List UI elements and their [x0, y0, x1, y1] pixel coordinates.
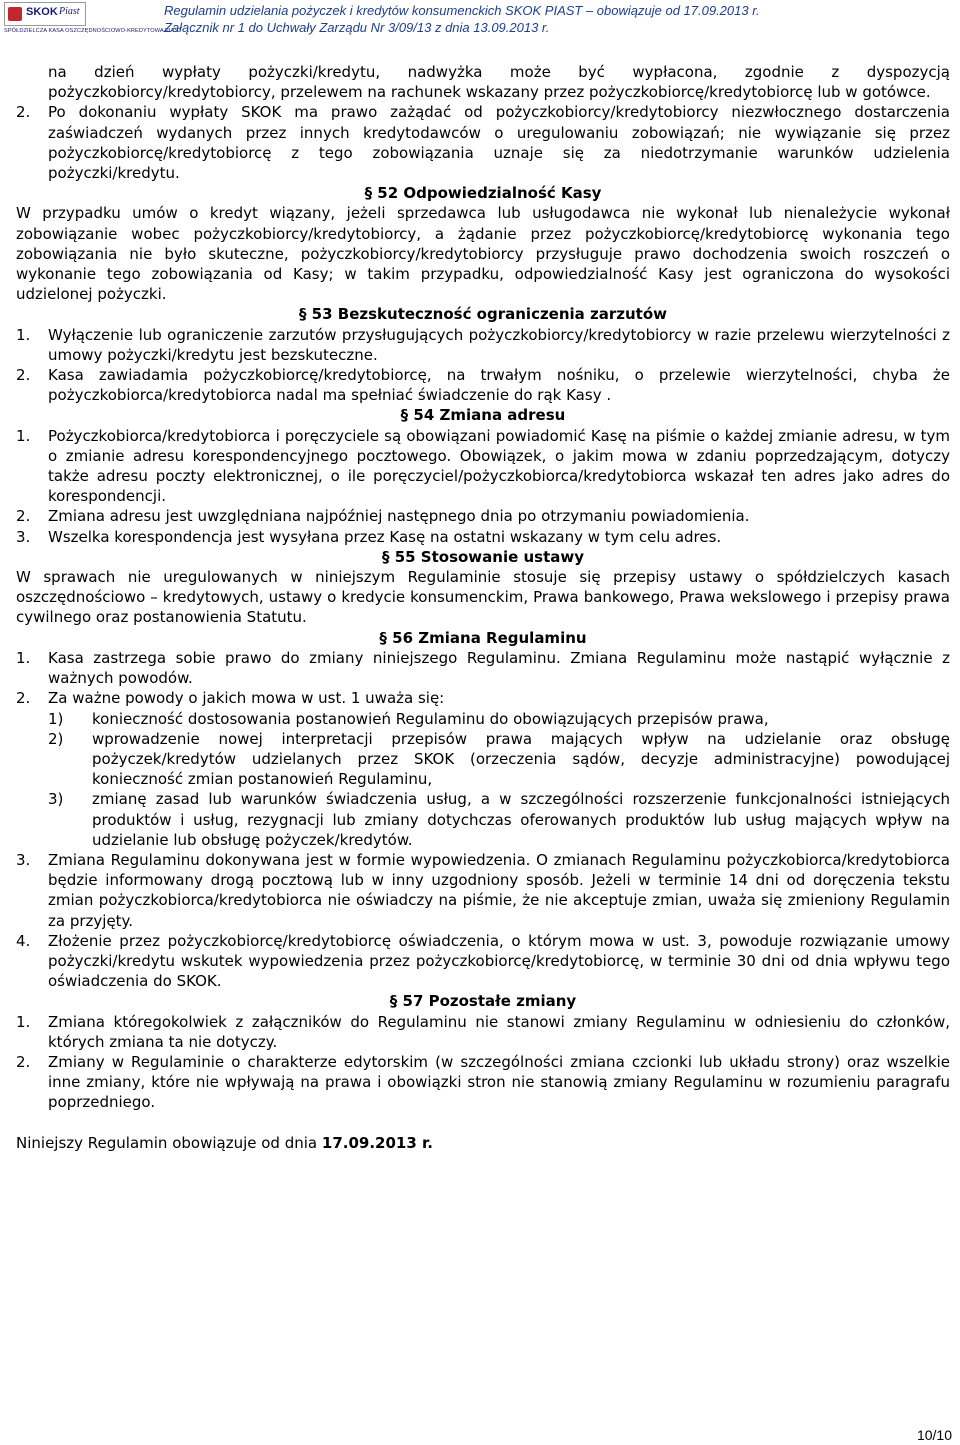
- list-item: [16, 850, 950, 931]
- sub-list-number: 1): [48, 709, 64, 728]
- logo-skok-text: SKOK: [26, 6, 58, 18]
- list-text: Kasa zastrzega sobie prawo do zmiany niniejszego Regulaminu. Zmiana Regulaminu może nastąpić wyłącznie z ważnych powodów.: [48, 648, 950, 688]
- list-number: 1.: [16, 325, 31, 344]
- page-header: [0, 0, 960, 40]
- list-number: 2.: [16, 689, 31, 708]
- list-number: 1.: [16, 648, 31, 667]
- sub-list-item: [16, 709, 950, 729]
- list-item: [16, 527, 950, 547]
- spacer: [16, 1113, 950, 1133]
- list-item: [16, 102, 950, 183]
- list-item: [16, 325, 950, 365]
- skok-piast-logo: [4, 2, 182, 38]
- continuation-text: na dzień wypłaty pożyczki/kredytu, nadwyżka może być wypłacona, zgodnie z dyspozycją pożyczkobiorcy/kredytobiorcy, przelewem na rachunek wskazany przez pożyczkobiorcę/kredytobiorcę lub w gotówce.: [48, 63, 950, 102]
- list-item: [16, 688, 950, 708]
- sub-list-number: 2): [48, 729, 64, 748]
- sub-list-text: wprowadzenie nowej interpretacji przepisów prawa mających wpływ na udzielanie oraz obsługę pożyczek/kredytów udzielanych przez SKOK (orzeczenia sądów, decyzje administracyjne) powodującej konieczność zmian postanowień Regulaminu,: [92, 729, 950, 789]
- list-number: 2.: [16, 366, 31, 385]
- list-text: Zmiany w Regulaminie o charakterze edytorskim (w szczególności zmiana czcionki lub układu strony) oraz wszelkie inne zmiany, które nie wpływają na prawa i obowiązki stron nie stanowią zmiany Regulaminu w rozumieniu paragrafu poprzedniego.: [48, 1052, 950, 1112]
- section-53-heading: § 53 Bezskuteczność ograniczenia zarzutów: [298, 305, 668, 324]
- header-line-1: Regulamin udzielania pożyczek i kredytów konsumenckich SKOK PIAST – obowiązuje od 17.09.2013 r.: [164, 3, 760, 18]
- header-line-2: Załącznik nr 1 do Uchwały Zarządu Nr 3/09/13 z dnia 13.09.2013 r.: [164, 20, 550, 35]
- section-52-heading: § 52 Odpowiedzialność Kasy: [364, 184, 602, 203]
- section-55-heading: § 55 Stosowanie ustawy: [381, 547, 585, 566]
- list-text: Zmiana któregokolwiek z załączników do Regulaminu nie stanowi zmiany Regulaminu w odniesieniu do członków, których zmiana ta nie dotyczy.: [48, 1012, 950, 1051]
- list-number: 4.: [16, 931, 31, 950]
- list-text: Zmiana adresu jest uwzględniana najpóźniej następnego dnia po otrzymaniu powiadomienia.: [48, 507, 750, 526]
- list-text: Za ważne powody o jakich mowa w ust. 1 uważa się:: [48, 689, 445, 708]
- logo-frame: [4, 2, 86, 26]
- list-text: Wszelka korespondencja jest wysyłana przez Kasę na ostatni wskazany w tym celu adres.: [48, 527, 722, 546]
- list-number: 1.: [16, 1012, 31, 1031]
- section-52-text: W przypadku umów o kredyt wiązany, jeżeli sprzedawca lub usługodawca nie wykonał lub nienależycie wykonał zobowiązanie wobec pożyczkobiorcy/kredytobiorcy, a żądanie przez pożyczkobiorcę/kredytobiorcę wykonania tego zobowiązania nie było skuteczne, pożyczkobiorcy/kredytobiorcy przysługuje prawo dochodzenia swoich roszczeń o wykonanie tego zobowiązania od Kasy; w takim przypadku, odpowiedzialność Kasy jest ograniczona do wysokości udzielonej pożyczki.: [16, 204, 950, 304]
- list-number: 3.: [16, 850, 31, 869]
- list-item: [16, 426, 950, 507]
- list-item: [16, 1012, 950, 1052]
- sub-list-item: [16, 789, 950, 850]
- list-item: [16, 648, 950, 688]
- document-body: [16, 62, 950, 1153]
- sub-list-text: konieczność dostosowania postanowień Regulaminu do obowiązujących przepisów prawa,: [92, 709, 769, 728]
- logo-piast-text: Piast: [59, 6, 80, 17]
- logo-mark-icon: [8, 7, 22, 21]
- list-item: [16, 506, 950, 526]
- list-item: [16, 931, 950, 992]
- list-text: Pożyczkobiorca/kredytobiorca i poręczyciele są obowiązani powiadomić Kasę na piśmie o każdej zmianie adresu, w tym o zmianie adresu korespondencyjnego pocztowego. Obowiązek, o jakim mowa w zdaniu poprzedzającym, dotyczy także adresu poczty elektronicznej, o ile poręczyciel/pożyczkobiorca/kredytobiorca wskazał ten adres jako adres do korespondencji.: [48, 426, 950, 506]
- sub-list-text: zmianę zasad lub warunków świadczenia usług, a w szczególności rozszerzenie funkcjonalności istniejących produktów i usług, rezygnacji lub zmiany dotychczas oferowanych produktów lub usług mających wpływ na udzielanie lub obsługę pożyczek/kredytów.: [92, 790, 950, 849]
- continuation-paragraph: [16, 62, 950, 102]
- logo-subtitle: SPÓŁDZIELCZA KASA OSZCZĘDNOŚCIOWO-KREDYTOWA PIAST: [4, 28, 182, 34]
- list-text: Zmiana Regulaminu dokonywana jest w formie wypowiedzenia. O zmianach Regulaminu pożyczkobiorca/kredytobiorca będzie informowany drogą pocztową lub w inny uzgodniony sposób. Jeżeli w terminie 14 dni od doręczenia tekstu zmian pożyczkobiorca/kredytobiorca nie oświadczy na piśmie, że nie akceptuje zmian, uważa się zmieniony Regulamin za przyjęty.: [48, 850, 950, 930]
- header-text: [164, 2, 760, 36]
- page-number: 10/10: [916, 1427, 952, 1443]
- list-text: Wyłączenie lub ograniczenie zarzutów przysługujących pożyczkobiorcy/kredytobiorcy w razie przelewu wierzytelności z umowy pożyczki/kredytu jest bezskuteczne.: [48, 325, 950, 364]
- section-55-text: W sprawach nie uregulowanych w niniejszym Regulaminie stosuje się przepisy ustawy o spółdzielczych kasach oszczędnościowo – kredytowych, ustawy o kredycie konsumenckim, Prawa bankowego, Prawa wekslowego i przepisy prawa cywilnego oraz postanowienia Statutu.: [16, 568, 950, 627]
- closing-statement: [16, 1133, 950, 1153]
- list-text: Złożenie przez pożyczkobiorcę/kredytobiorcę oświadczenia, o którym mowa w ust. 3, powoduje rozwiązanie umowy pożyczki/kredytu wskutek wypowiedzenia przez pożyczkobiorcę/kredytobiorcę, w terminie 30 dni od dnia wpływu tego oświadczenia do SKOK.: [48, 931, 950, 991]
- sub-list-number: 3): [48, 790, 64, 809]
- section-57-heading: § 57 Pozostałe zmiany: [389, 992, 577, 1011]
- list-number: 3.: [16, 527, 31, 546]
- section-54-heading: § 54 Zmiana adresu: [400, 406, 566, 425]
- list-text: Po dokonaniu wypłaty SKOK ma prawo zażądać od pożyczkobiorcy/kredytobiorcy niezwłocznego dostarczenia zaświadczeń wydanych przez innych kredytodawców o uregulowaniu zobowiązań; nie wywiązanie się przez pożyczkobiorcę/kredytobiorcę z tego zobowiązania uznaje się za niedotrzymanie warunków udzielenia pożyczki/kredytu.: [48, 103, 950, 183]
- list-text: Kasa zawiadamia pożyczkobiorcę/kredytobiorcę, na trwałym nośniku, o przelewie wierzytelności, chyba że pożyczkobiorca/kredytobiorca nadal ma spełniać świadczenie do rąk Kasy .: [48, 366, 950, 405]
- list-item: [16, 1052, 950, 1113]
- section-56-heading: § 56 Zmiana Regulaminu: [379, 628, 587, 647]
- list-number: 2.: [16, 1052, 31, 1071]
- list-number: 2.: [16, 507, 31, 526]
- list-number: 2.: [16, 103, 31, 122]
- list-number: 1.: [16, 426, 31, 445]
- list-item: [16, 365, 950, 405]
- sub-list-item: [16, 729, 950, 790]
- closing-text: Niniejszy Regulamin obowiązuje od dnia: [16, 1133, 322, 1152]
- effective-date: 17.09.2013 r.: [321, 1133, 433, 1152]
